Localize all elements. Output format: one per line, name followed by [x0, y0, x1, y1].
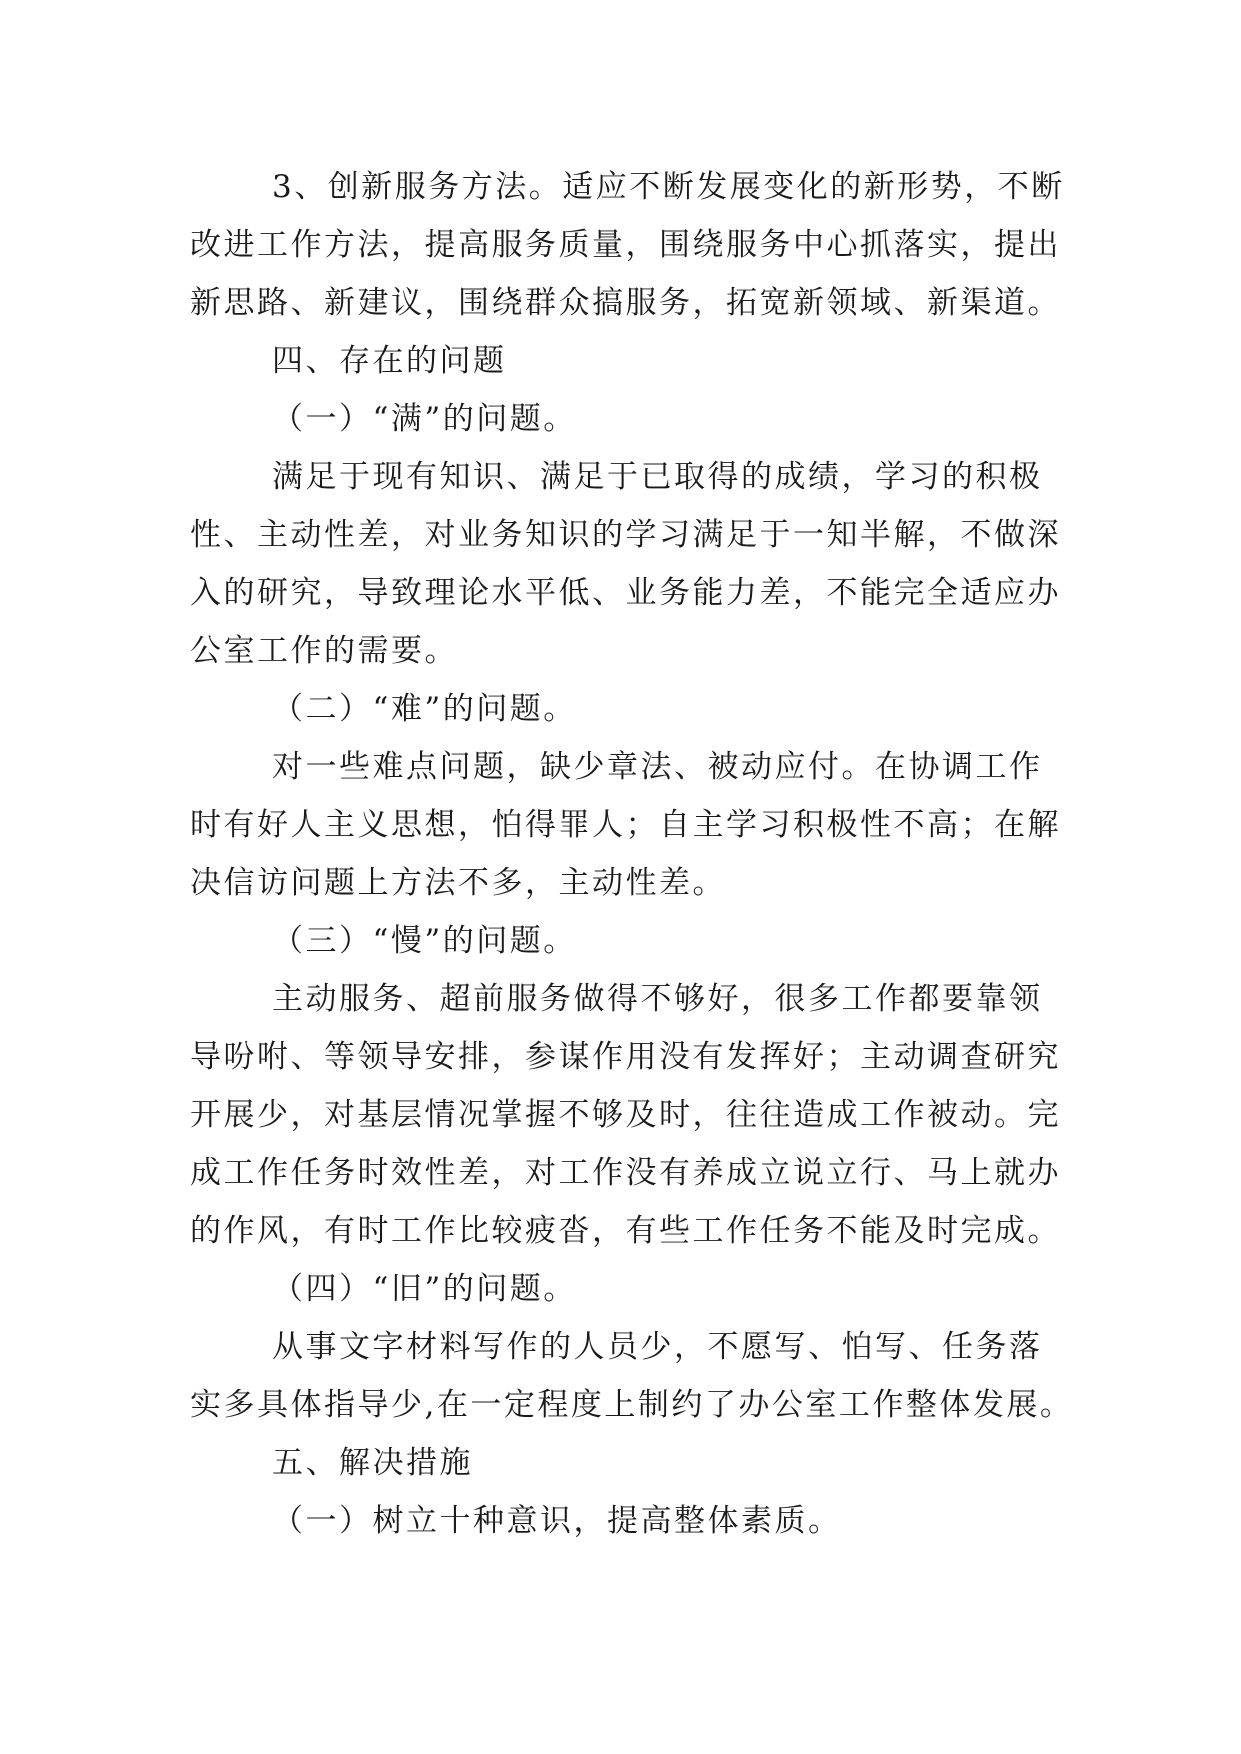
- section-heading: 四、存在的问题: [272, 343, 507, 379]
- paragraph-line: 性、主动性差，对业务知识的学习满足于一知半解，不做深: [190, 517, 1061, 553]
- subsection-heading: （二）“难”的问题。: [272, 691, 577, 727]
- paragraph-line: 对一些难点问题，缺少章法、被动应付。在协调工作: [272, 749, 1043, 785]
- paragraph-line: 满足于现有知识、满足于已取得的成绩，学习的积极: [272, 459, 1043, 495]
- paragraph-line: 新思路、新建议，围绕群众搞服务，拓宽新领域、新渠道。: [190, 285, 1061, 321]
- paragraph-line: 从事文字材料写作的人员少，不愿写、怕写、任务落: [272, 1329, 1043, 1365]
- paragraph-line: 主动服务、超前服务做得不够好，很多工作都要靠领: [272, 981, 1043, 1017]
- paragraph-line: 决信访问题上方法不多，主动性差。: [190, 865, 726, 901]
- paragraph-line: 导吩咐、等领导安排，参谋作用没有发挥好；主动调查研究: [190, 1039, 1061, 1075]
- paragraph-line: 成工作任务时效性差，对工作没有养成立说立行、马上就办: [190, 1155, 1061, 1191]
- paragraph-line: 3、创新服务方法。适应不断发展变化的新形势，不断: [272, 169, 1065, 205]
- paragraph-line: 实多具体指导少,在一定程度上制约了办公室工作整体发展。: [190, 1387, 1074, 1423]
- paragraph-line: 的作风，有时工作比较疲沓，有些工作任务不能及时完成。: [190, 1213, 1061, 1249]
- paragraph-line: 入的研究，导致理论水平低、业务能力差，不能完全适应办: [190, 575, 1061, 611]
- subsection-heading: （一）“满”的问题。: [272, 401, 577, 437]
- paragraph-line: 时有好人主义思想，怕得罪人；自主学习积极性不高；在解: [190, 807, 1061, 843]
- paragraph-line: 改进工作方法，提高服务质量，围绕服务中心抓落实，提出: [190, 227, 1061, 263]
- paragraph-line: 公室工作的需要。: [190, 633, 458, 669]
- subsection-heading: （一）树立十种意识，提高整体素质。: [272, 1503, 842, 1539]
- paragraph-line: 开展少，对基层情况掌握不够及时，往往造成工作被动。完: [190, 1097, 1061, 1133]
- subsection-heading: （四）“旧”的问题。: [272, 1271, 577, 1307]
- section-heading: 五、解决措施: [272, 1445, 473, 1481]
- subsection-heading: （三）“慢”的问题。: [272, 923, 577, 959]
